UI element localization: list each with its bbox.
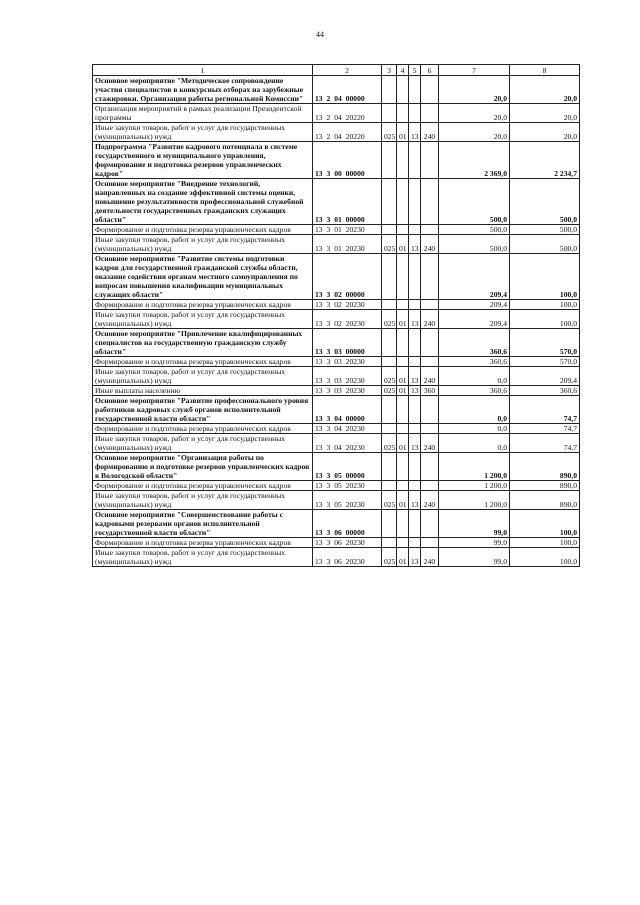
row-col6-cell: 240 xyxy=(421,434,439,453)
row-col3-cell xyxy=(382,424,397,434)
row-col4-cell: 01 xyxy=(397,434,409,453)
row-col5-cell: 13 xyxy=(409,235,421,254)
row-code-cell: 13 3 03 00000 xyxy=(313,329,382,357)
row-name-cell: Основное мероприятие "Совершенствование работы с кадровыми резервами органов исполнительной государственной власти области" xyxy=(93,510,313,538)
header-col-4: 4 xyxy=(397,65,409,76)
row-col4-cell xyxy=(397,396,409,424)
row-code-cell: 13 3 05 00000 xyxy=(313,453,382,481)
table-row xyxy=(93,481,580,491)
row-col5-cell xyxy=(409,329,421,357)
row-col6-cell xyxy=(421,424,439,434)
row-col6-cell xyxy=(421,481,439,491)
row-code-cell: 13 3 06 20230 xyxy=(313,548,382,567)
row-col5-cell xyxy=(409,104,421,123)
row-name-cell: Иные закупки товаров, работ и услуг для государственных (муниципальных) нужд xyxy=(93,123,313,142)
row-code-cell: 13 3 01 00000 xyxy=(313,179,382,225)
row-col6-cell xyxy=(421,104,439,123)
row-code-cell: 13 3 06 20230 xyxy=(313,538,382,548)
row-col6-cell: 360 xyxy=(421,386,439,396)
row-value-col8-cell: 100,0 xyxy=(510,548,580,567)
row-col6-cell xyxy=(421,225,439,235)
row-code-cell: 13 3 01 20230 xyxy=(313,235,382,254)
row-col4-cell xyxy=(397,142,409,179)
row-value-col7-cell: 500,0 xyxy=(439,235,510,254)
row-col3-cell xyxy=(382,510,397,538)
row-col5-cell xyxy=(409,481,421,491)
row-value-col8-cell: 20,0 xyxy=(510,76,580,104)
row-value-col8-cell: 74,7 xyxy=(510,396,580,424)
row-col6-cell: 240 xyxy=(421,548,439,567)
row-col5-cell: 13 xyxy=(409,491,421,510)
row-code-cell: 13 2 04 20220 xyxy=(313,123,382,142)
row-value-col7-cell: 20,0 xyxy=(439,76,510,104)
row-name-cell: Основное мероприятие "Развитие профессионального уровня работников кадровых служб органов исполнительной государственной власти области" xyxy=(93,396,313,424)
table-row xyxy=(93,396,580,424)
row-col5-cell xyxy=(409,424,421,434)
row-code-cell: 13 3 05 20230 xyxy=(313,491,382,510)
row-col3-cell xyxy=(382,538,397,548)
row-col5-cell xyxy=(409,76,421,104)
row-name-cell: Основное мероприятие "Развитие системы подготовки кадров для государственной гражданской службы области, оказание содействия органам местного самоуправления по вопросам повышения квалификации муниципальных служащих области" xyxy=(93,254,313,300)
row-col3-cell: 025 xyxy=(382,367,397,386)
row-col4-cell: 01 xyxy=(397,123,409,142)
row-col6-cell xyxy=(421,179,439,225)
table-row xyxy=(93,491,580,510)
table-row xyxy=(93,76,580,104)
row-col3-cell xyxy=(382,104,397,123)
row-col5-cell xyxy=(409,225,421,235)
row-code-cell: 13 3 02 20230 xyxy=(313,300,382,310)
row-col5-cell xyxy=(409,538,421,548)
row-code-cell: 13 3 06 00000 xyxy=(313,510,382,538)
table-row xyxy=(93,300,580,310)
row-name-cell: Основное мероприятие "Внедрение технологий, направленных на создание эффективной системы оценки, повышение результативности профессиональной служебной деятельности государственных гражданских служащих области" xyxy=(93,179,313,225)
table-row xyxy=(93,538,580,548)
row-col3-cell xyxy=(382,76,397,104)
row-col6-cell xyxy=(421,142,439,179)
row-value-col7-cell: 0,0 xyxy=(439,424,510,434)
row-col4-cell: 01 xyxy=(397,235,409,254)
row-code-cell: 13 2 04 20220 xyxy=(313,104,382,123)
row-value-col8-cell: 500,0 xyxy=(510,225,580,235)
row-col5-cell xyxy=(409,179,421,225)
row-value-col7-cell: 0,0 xyxy=(439,434,510,453)
row-col4-cell xyxy=(397,357,409,367)
row-col3-cell: 025 xyxy=(382,434,397,453)
row-value-col8-cell: 500,0 xyxy=(510,179,580,225)
row-col3-cell xyxy=(382,396,397,424)
table-row xyxy=(93,225,580,235)
header-col-7: 7 xyxy=(439,65,510,76)
row-name-cell: Основное мероприятие "Привлечение квалифицированных специалистов на государственную гражданскую службу области" xyxy=(93,329,313,357)
row-value-col7-cell: 20,0 xyxy=(439,104,510,123)
row-name-cell: Формирование и подготовка резерва управленческих кадров xyxy=(93,424,313,434)
row-col6-cell xyxy=(421,76,439,104)
row-name-cell: Формирование и подготовка резерва управленческих кадров xyxy=(93,481,313,491)
row-col5-cell: 13 xyxy=(409,548,421,567)
row-name-cell: Основное мероприятие "Методическое сопровождение участия специалистов в конкурсных отборах на зарубежные стажировки. Организация работы региональной Комиссии" xyxy=(93,76,313,104)
row-value-col8-cell: 890,0 xyxy=(510,453,580,481)
table-row xyxy=(93,254,580,300)
row-col4-cell xyxy=(397,510,409,538)
row-value-col8-cell: 74,7 xyxy=(510,424,580,434)
row-col3-cell xyxy=(382,481,397,491)
table-header-row xyxy=(93,65,580,76)
row-col4-cell: 01 xyxy=(397,548,409,567)
row-code-cell: 13 3 02 00000 xyxy=(313,254,382,300)
row-value-col8-cell: 890,0 xyxy=(510,491,580,510)
row-col6-cell: 240 xyxy=(421,367,439,386)
row-col5-cell: 13 xyxy=(409,434,421,453)
row-value-col7-cell: 99,0 xyxy=(439,510,510,538)
row-value-col7-cell: 360,6 xyxy=(439,329,510,357)
row-col4-cell xyxy=(397,179,409,225)
row-col6-cell xyxy=(421,453,439,481)
row-name-cell: Формирование и подготовка резерва управленческих кадров xyxy=(93,357,313,367)
row-col6-cell xyxy=(421,357,439,367)
row-code-cell: 13 3 01 20230 xyxy=(313,225,382,235)
row-value-col7-cell: 0,0 xyxy=(439,367,510,386)
row-value-col8-cell: 100,0 xyxy=(510,300,580,310)
row-col5-cell xyxy=(409,142,421,179)
row-value-col8-cell: 500,0 xyxy=(510,235,580,254)
row-col5-cell: 13 xyxy=(409,367,421,386)
row-col4-cell xyxy=(397,225,409,235)
row-col4-cell: 01 xyxy=(397,386,409,396)
row-col5-cell: 13 xyxy=(409,386,421,396)
row-col3-cell: 025 xyxy=(382,548,397,567)
row-col5-cell xyxy=(409,254,421,300)
row-col5-cell xyxy=(409,510,421,538)
row-col6-cell xyxy=(421,538,439,548)
row-name-cell: Иные закупки товаров, работ и услуг для государственных (муниципальных) нужд xyxy=(93,548,313,567)
table-row xyxy=(93,142,580,179)
row-col6-cell: 240 xyxy=(421,491,439,510)
row-col3-cell: 025 xyxy=(382,310,397,329)
row-col3-cell xyxy=(382,225,397,235)
row-col6-cell: 240 xyxy=(421,123,439,142)
row-col6-cell xyxy=(421,329,439,357)
table-row xyxy=(93,453,580,481)
row-name-cell: Формирование и подготовка резерва управленческих кадров xyxy=(93,538,313,548)
row-value-col8-cell: 100,0 xyxy=(510,510,580,538)
row-col6-cell xyxy=(421,300,439,310)
table-row xyxy=(93,548,580,567)
row-col6-cell: 240 xyxy=(421,310,439,329)
row-name-cell: Организация мероприятий в рамках реализации Президентской программы xyxy=(93,104,313,123)
row-code-cell: 13 3 05 20230 xyxy=(313,481,382,491)
table-row xyxy=(93,386,580,396)
row-value-col7-cell: 20,0 xyxy=(439,123,510,142)
row-name-cell: Формирование и подготовка резерва управленческих кадров xyxy=(93,300,313,310)
row-value-col7-cell: 0,0 xyxy=(439,396,510,424)
row-value-col7-cell: 209,4 xyxy=(439,254,510,300)
table-row xyxy=(93,123,580,142)
row-name-cell: Иные выплаты населению xyxy=(93,386,313,396)
header-col-3: 3 xyxy=(382,65,397,76)
row-col4-cell xyxy=(397,424,409,434)
row-name-cell: Иные закупки товаров, работ и услуг для государственных (муниципальных) нужд xyxy=(93,367,313,386)
row-value-col8-cell: 100,0 xyxy=(510,538,580,548)
table-row xyxy=(93,104,580,123)
page-number: 44 xyxy=(316,30,324,39)
row-code-cell: 13 2 04 00000 xyxy=(313,76,382,104)
row-code-cell: 13 3 02 20230 xyxy=(313,310,382,329)
row-code-cell: 13 3 04 20230 xyxy=(313,424,382,434)
header-col-1: 1 xyxy=(93,65,313,76)
row-col4-cell xyxy=(397,481,409,491)
row-value-col8-cell: 2 234,7 xyxy=(510,142,580,179)
row-col6-cell: 240 xyxy=(421,235,439,254)
row-value-col7-cell: 209,4 xyxy=(439,310,510,329)
table-body xyxy=(93,76,580,567)
row-value-col7-cell: 500,0 xyxy=(439,179,510,225)
row-col5-cell xyxy=(409,453,421,481)
row-value-col8-cell: 890,0 xyxy=(510,481,580,491)
table-row xyxy=(93,310,580,329)
row-value-col8-cell: 570,0 xyxy=(510,329,580,357)
table-row xyxy=(93,367,580,386)
row-col6-cell xyxy=(421,510,439,538)
row-code-cell: 13 3 03 20230 xyxy=(313,367,382,386)
row-value-col7-cell: 99,0 xyxy=(439,538,510,548)
table-row xyxy=(93,357,580,367)
table-row xyxy=(93,434,580,453)
row-value-col7-cell: 360,6 xyxy=(439,386,510,396)
row-col3-cell xyxy=(382,179,397,225)
row-col3-cell xyxy=(382,142,397,179)
row-value-col8-cell: 20,0 xyxy=(510,123,580,142)
row-value-col8-cell: 209,4 xyxy=(510,367,580,386)
row-col4-cell xyxy=(397,538,409,548)
header-col-6: 6 xyxy=(421,65,439,76)
row-value-col8-cell: 100,0 xyxy=(510,254,580,300)
row-col4-cell: 01 xyxy=(397,491,409,510)
row-code-cell: 13 3 04 20230 xyxy=(313,434,382,453)
header-col-5: 5 xyxy=(409,65,421,76)
row-col3-cell xyxy=(382,453,397,481)
row-code-cell: 13 3 03 20230 xyxy=(313,386,382,396)
row-col5-cell: 13 xyxy=(409,123,421,142)
row-col3-cell: 025 xyxy=(382,235,397,254)
row-col4-cell xyxy=(397,329,409,357)
row-value-col8-cell: 74,7 xyxy=(510,434,580,453)
row-code-cell: 13 3 00 00000 xyxy=(313,142,382,179)
row-value-col7-cell: 209,4 xyxy=(439,300,510,310)
row-col5-cell: 13 xyxy=(409,310,421,329)
row-col4-cell xyxy=(397,300,409,310)
row-col5-cell xyxy=(409,396,421,424)
row-col3-cell: 025 xyxy=(382,491,397,510)
row-value-col7-cell: 99,0 xyxy=(439,548,510,567)
table-row xyxy=(93,235,580,254)
row-col6-cell xyxy=(421,396,439,424)
budget-table xyxy=(92,64,580,567)
row-value-col7-cell: 500,0 xyxy=(439,225,510,235)
row-name-cell: Иные закупки товаров, работ и услуг для государственных (муниципальных) нужд xyxy=(93,310,313,329)
row-value-col7-cell: 1 200,0 xyxy=(439,491,510,510)
row-col3-cell: 025 xyxy=(382,123,397,142)
row-col5-cell xyxy=(409,300,421,310)
row-col4-cell xyxy=(397,104,409,123)
row-col6-cell xyxy=(421,254,439,300)
row-value-col8-cell: 100,0 xyxy=(510,310,580,329)
row-col4-cell xyxy=(397,254,409,300)
row-code-cell: 13 3 03 20230 xyxy=(313,357,382,367)
row-col3-cell xyxy=(382,254,397,300)
table-row xyxy=(93,329,580,357)
row-col3-cell: 025 xyxy=(382,386,397,396)
row-value-col7-cell: 360,6 xyxy=(439,357,510,367)
table-row xyxy=(93,179,580,225)
row-name-cell: Иные закупки товаров, работ и услуг для государственных (муниципальных) нужд xyxy=(93,235,313,254)
row-value-col8-cell: 20,0 xyxy=(510,104,580,123)
row-value-col8-cell: 570,0 xyxy=(510,357,580,367)
row-col4-cell: 01 xyxy=(397,367,409,386)
row-col5-cell xyxy=(409,357,421,367)
header-col-2: 2 xyxy=(313,65,382,76)
header-col-8: 8 xyxy=(510,65,580,76)
row-col3-cell xyxy=(382,300,397,310)
row-name-cell: Иные закупки товаров, работ и услуг для государственных (муниципальных) нужд xyxy=(93,491,313,510)
row-col4-cell: 01 xyxy=(397,310,409,329)
table-row xyxy=(93,510,580,538)
row-col3-cell xyxy=(382,357,397,367)
row-col3-cell xyxy=(382,329,397,357)
row-name-cell: Иные закупки товаров, работ и услуг для государственных (муниципальных) нужд xyxy=(93,434,313,453)
row-col4-cell xyxy=(397,453,409,481)
row-code-cell: 13 3 04 00000 xyxy=(313,396,382,424)
row-value-col7-cell: 1 200,0 xyxy=(439,481,510,491)
row-name-cell: Основное мероприятие "Организация работы по формированию и подготовке резервов управленческих кадров в Вологодской области" xyxy=(93,453,313,481)
row-value-col8-cell: 360,6 xyxy=(510,386,580,396)
row-value-col7-cell: 2 369,0 xyxy=(439,142,510,179)
table-row xyxy=(93,424,580,434)
row-value-col7-cell: 1 200,0 xyxy=(439,453,510,481)
row-col4-cell xyxy=(397,76,409,104)
row-name-cell: Формирование и подготовка резерва управленческих кадров xyxy=(93,225,313,235)
row-name-cell: Подпрограмма "Развитие кадрового потенциала в системе государственного и муниципального управления, формирование и подготовка резервов управленческих кадров" xyxy=(93,142,313,179)
